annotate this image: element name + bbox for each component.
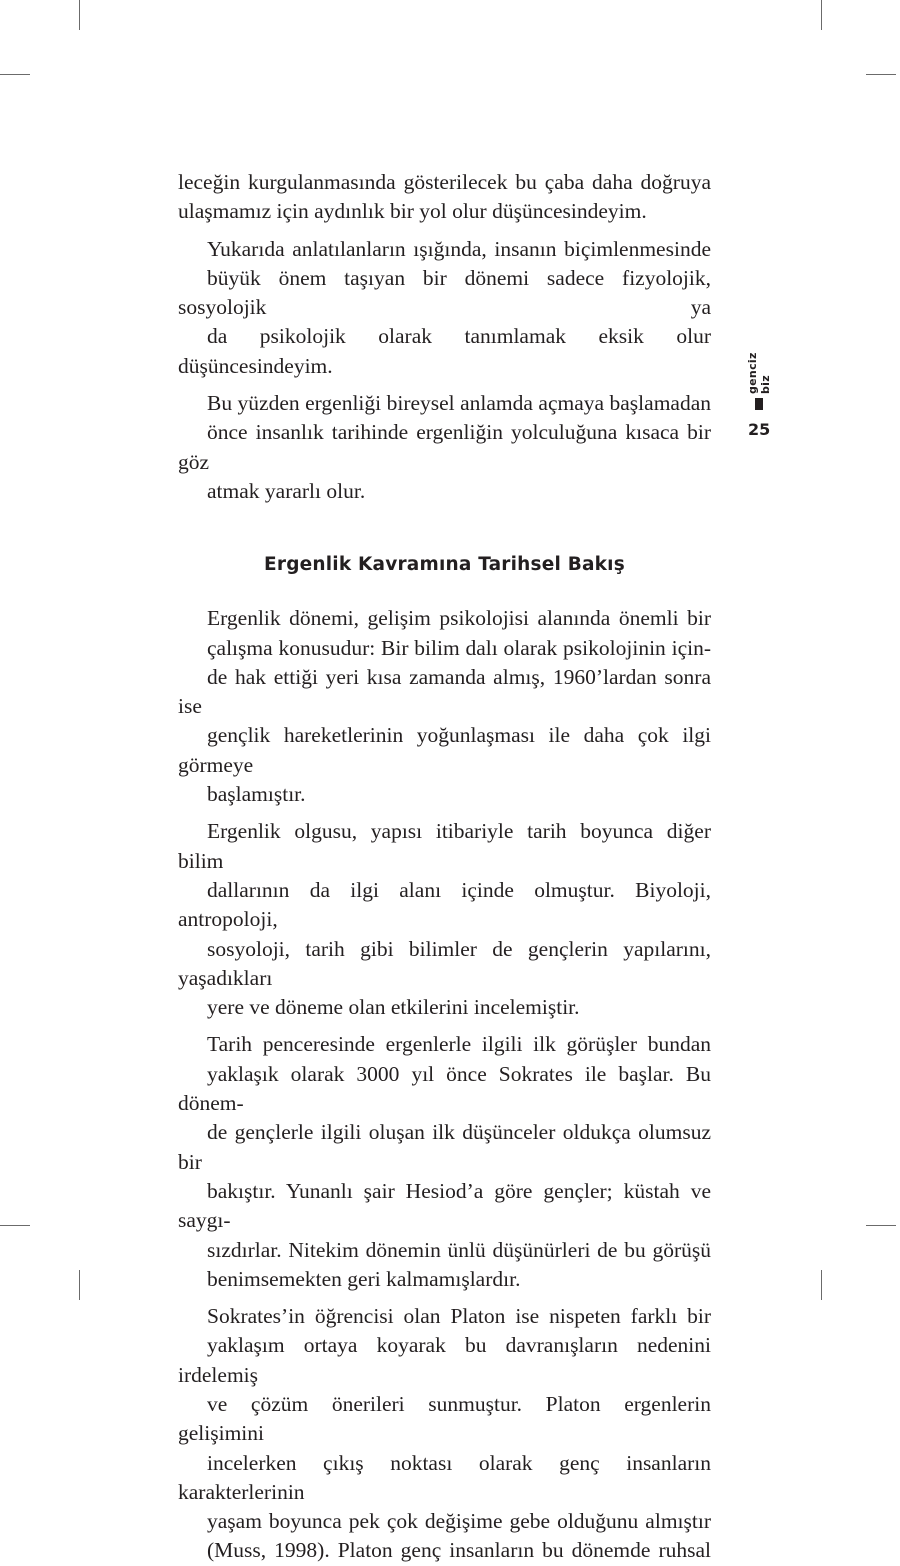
text-line: bakıştır. Yunanlı şair Hesiod’a göre gençler; küstah ve saygı- <box>178 1178 711 1233</box>
side-tab <box>748 330 770 442</box>
section-heading: Ergenlik Kavramına Tarihsel Bakış <box>264 554 625 576</box>
text-line: Yukarıda anlatılanların ışığında, insanın biçimlenmesinde <box>207 236 711 261</box>
text-line: Ergenlik dönemi, gelişim psikolojisi alanında önemli bir <box>207 606 711 631</box>
body-text <box>178 168 711 1566</box>
text-line: yaklaşık olarak 3000 yıl önce Sokrates ile başlar. Bu dönem- <box>178 1061 711 1116</box>
crop-mark-bottom-left <box>79 1270 80 1300</box>
text-line: ve çözüm önerileri sunmuştur. Platon ergenlerin gelişimini <box>178 1391 711 1446</box>
paragraph <box>178 1302 711 1566</box>
crop-mark-bottom-right <box>821 1270 822 1300</box>
text-line: Ergenlik olgusu, yapısı itibariyle tarih boyunca diğer bilim <box>178 819 711 873</box>
crop-mark-top-left <box>79 0 80 30</box>
text-line: yaşam boyunca pek çok değişime gebe olduğunu almıştır <box>207 1509 711 1534</box>
text-line: sosyoloji, tarih gibi bilimler de gençlerin yapılarını, yaşadıkları <box>178 936 711 990</box>
text-line: Tarih penceresinde ergenlerle ilgili ilk görüşler bundan <box>207 1032 711 1057</box>
text-line: Bu yüzden ergenliği bireysel anlamda açmaya başlamadan <box>207 391 711 416</box>
paragraph <box>178 389 711 506</box>
crop-mark-right-bottom <box>866 1225 896 1226</box>
crop-mark-top-right <box>821 0 822 30</box>
page-number: 25 <box>748 420 771 439</box>
paragraphs-bottom <box>178 604 711 1566</box>
text-line: de hak ettiği yeri kısa zamanda almış, 1960’lardan sonra ise <box>178 664 711 719</box>
text-line: başlamıştır. <box>207 782 306 807</box>
text-line: de gençlerle ilgili oluşan ilk düşünceler oldukça olumsuz bir <box>178 1120 711 1174</box>
paragraph <box>178 817 711 1022</box>
text-line: gençlik hareketlerinin yoğunlaşması ile daha çok ilgi görmeye <box>178 723 711 777</box>
text-line: büyük önem taşıyan bir dönemi sadece fizyolojik, sosyolojik ya <box>178 265 711 320</box>
text-line: sızdırlar. Nitekim dönemin ünlü düşünürleri de bu görüşü <box>207 1237 711 1262</box>
text-line: Sokrates’in öğrencisi olan Platon ise nispeten farklı bir <box>207 1304 711 1329</box>
text-line: da psikolojik olarak tanımlamak eksik olur düşüncesindeyim. <box>178 324 711 378</box>
text-line: benimsemekten geri kalmamışlardır. <box>207 1266 521 1291</box>
text-line: dallarının da ilgi alanı içinde olmuştur. Biyoloji, antropoloji, <box>178 877 711 932</box>
crop-mark-left-top <box>0 74 30 75</box>
text-line: incelerken çıkış noktası olarak genç insanların karakterlerinin <box>178 1450 711 1504</box>
paragraphs-top <box>178 168 711 506</box>
crop-mark-right-top <box>866 74 896 75</box>
text-line: (Muss, 1998). Platon genç insanların bu dönemde ruhsal <box>207 1538 711 1563</box>
paragraph <box>178 235 711 381</box>
paragraph <box>178 604 711 809</box>
text-line: leceğin kurgulanmasında gösterilecek bu çaba daha doğruya <box>178 170 711 194</box>
running-header-label: genciz biz <box>746 352 772 394</box>
text-line: atmak yararlı olur. <box>207 478 366 503</box>
text-line: yere ve döneme olan etkilerini incelemiştir. <box>207 995 580 1020</box>
paragraph <box>178 168 711 227</box>
text-line: ulaşmamız için aydınlık bir yol olur düşüncesindeyim. <box>178 199 647 224</box>
paragraph <box>178 1030 711 1294</box>
crop-mark-left-bottom <box>0 1225 30 1226</box>
tab-marker-bar <box>755 398 763 410</box>
text-line: çalışma konusudur: Bir bilim dalı olarak psikolojinin için- <box>207 635 711 660</box>
text-line: önce insanlık tarihinde ergenliğin yolculuğuna kısaca bir göz <box>178 420 711 474</box>
text-line: yaklaşım ortaya koyarak bu davranışların nedenini irdelemiş <box>178 1333 711 1387</box>
